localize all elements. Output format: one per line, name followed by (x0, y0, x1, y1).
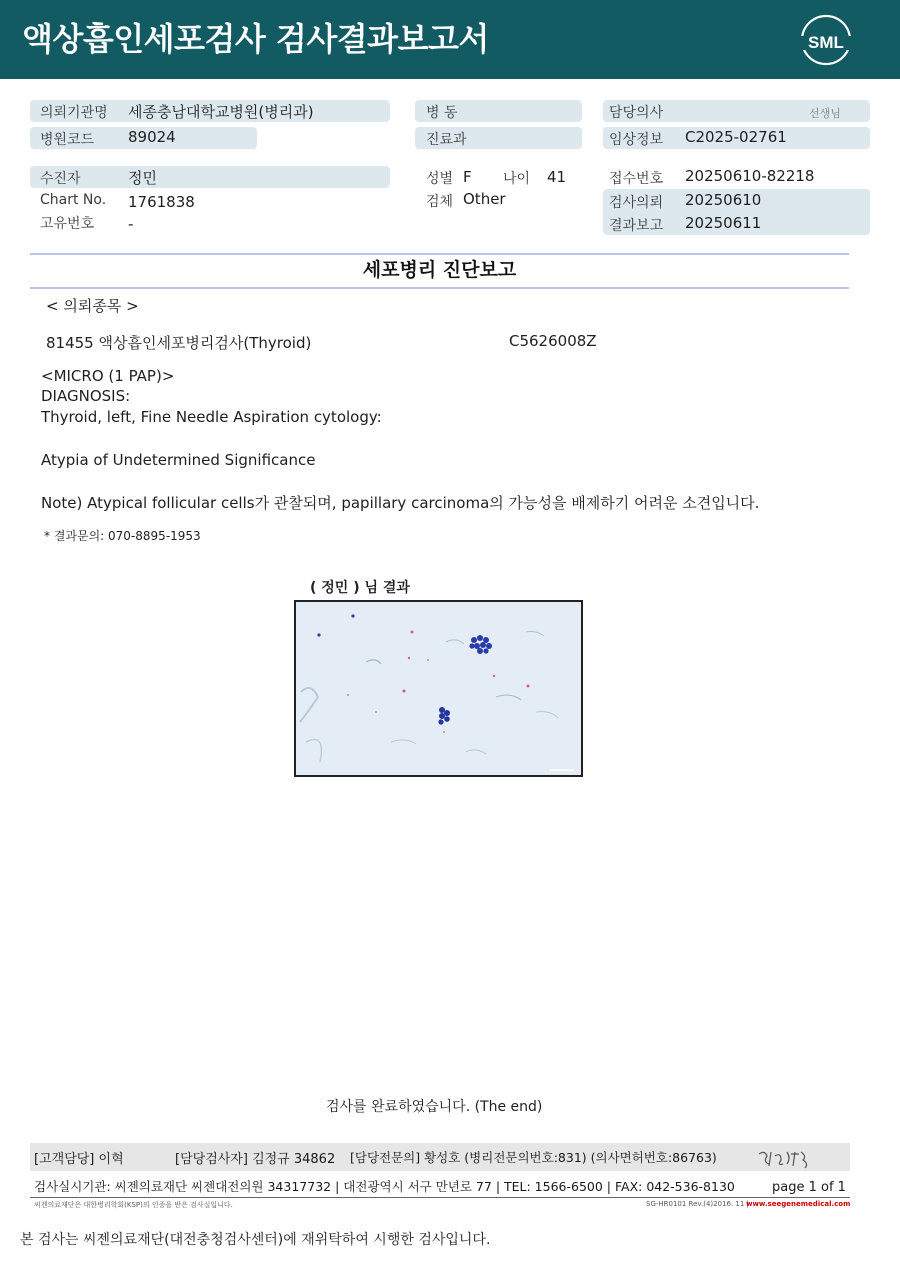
ward-label: 병 동 (426, 105, 458, 121)
footer-rule (30, 1197, 850, 1198)
sml-logo (800, 14, 852, 66)
test-request-label: 검사의뢰 (609, 195, 664, 211)
cytology-image (294, 600, 583, 777)
result-report-value: 20250611 (685, 214, 762, 232)
order-header: < 의뢰종목 > (46, 297, 139, 315)
lab-info: 검사실시기관: 씨젠의료재단 씨젠대전의원 34317732 | 대전광역시 서구 만년로 77 | TEL: 1566-6500 | FAX: 042-536-8130 (34, 1179, 735, 1194)
contact-info: * 결과문의: 070-8895-1953 (44, 529, 201, 543)
specimen-value: Other (463, 190, 506, 208)
svg-text:SML: SML (808, 33, 844, 52)
department-label: 진료과 (426, 132, 467, 148)
result-report-label: 결과보고 (609, 218, 664, 234)
patient-value: 정민 (128, 169, 157, 187)
unique-no-label: 고유번호 (40, 216, 95, 232)
image-caption: ( 정민 ) 님 결과 (310, 580, 410, 596)
micro-label: <MICRO (1 PAP)> (41, 367, 175, 385)
chart-no-label: Chart No. (40, 192, 107, 208)
hospital-code-label: 병원코드 (40, 132, 95, 148)
receipt-no-label: 접수번호 (609, 171, 664, 187)
report-title: 액상흡인세포검사 검사결과보고서 (22, 20, 489, 58)
patient-label: 수진자 (40, 171, 81, 187)
customer-contact: [고객담당] 이혁 (34, 1152, 124, 1167)
hospital-code-value: 89024 (128, 128, 176, 146)
chart-no-value: 1761838 (128, 193, 195, 211)
age-label: 나이 (503, 171, 531, 187)
order-item: 81455 액상흡인세포병리검사(Thyroid) (46, 334, 312, 352)
section-rule-bottom (30, 287, 849, 289)
order-code: C5626008Z (509, 332, 597, 350)
website-link[interactable]: www.seegenemedical.com (746, 1200, 851, 1208)
end-text: 검사를 완료하였습니다. (The end) (326, 1099, 543, 1115)
technician: [담당검사자] 김정규 34862 (175, 1152, 336, 1167)
sex-label: 성별 (426, 171, 454, 187)
test-request-value: 20250610 (685, 191, 762, 209)
diagnosis-site: Thyroid, left, Fine Needle Aspiration cytology: (41, 408, 382, 426)
section-title: 세포병리 진단보고 (362, 259, 517, 281)
specimen-label: 검체 (426, 194, 454, 210)
clinical-info-value: C2025-02761 (685, 128, 787, 146)
institution-value: 세종충남대학교병원(병리과) (128, 103, 314, 121)
unique-no-value: - (128, 215, 134, 233)
age-value: 41 (547, 168, 567, 186)
patient-row (30, 166, 390, 188)
outsource-note: 본 검사는 씨젠의료재단(대전충청검사센터)에 재위탁하여 시행한 검사입니다. (20, 1232, 491, 1248)
doctor-suffix: 선생님 (809, 107, 841, 120)
specialist-signature (755, 1146, 815, 1170)
sex-value: F (463, 168, 472, 186)
diagnosis-note: Note) Atypical follicular cells가 관찰되며, papillary carcinoma의 가능성을 배제하기 어려운 소견입니다. (41, 494, 760, 512)
clinical-info-label: 임상정보 (609, 132, 664, 148)
doctor-label: 담당의사 (609, 105, 664, 121)
receipt-no-value: 20250610-82218 (685, 167, 815, 185)
institution-label: 의뢰기관명 (40, 105, 108, 121)
diagnosis-result: Atypia of Undetermined Significance (41, 451, 316, 469)
form-code: SG-HR0101 Rev.(4)2016. 11 | (646, 1200, 749, 1208)
diagnosis-label: DIAGNOSIS: (41, 387, 131, 405)
certification-note: 씨젠의료재단은 대한병리학회(KSP)의 인증을 받은 검사실입니다. (34, 1201, 233, 1209)
specialist: [담당전문의] 황성호 (병리전문의번호:831) (의사면허번호:86763) (350, 1150, 717, 1165)
page-number: page 1 of 1 (772, 1180, 846, 1195)
